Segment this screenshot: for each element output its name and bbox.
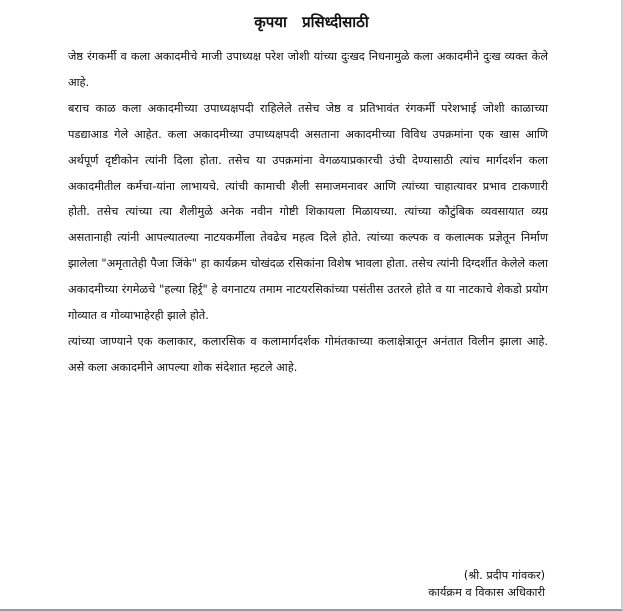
paragraph-closing: त्यांच्या जाण्याने एक कलाकार, कलारसिक व कलामार्गदर्शक गोमंतकाच्या कलाक्षेत्रातून अनंतात विलीन झाला आहे. असे कला अकादमीने आपल्या शोक संदेशात म्हटले आहे. [68, 334, 548, 374]
document-body [68, 44, 548, 381]
paragraph-condolence: जेष्ठ रंगकर्मी व कला अकादमीचे माजी उपाध्यक्ष परेश जोशी यांच्या दुःखद निधनामुळे कला अकादमीने दुःख व्यक्त केले आहे. [68, 50, 548, 89]
signatory-designation: कार्यक्रम व विकास अधिकारी [428, 586, 545, 599]
paragraph-biography: बराच काळ कला अकादमीच्या उपाध्यक्षपदी राहिलेले तसेच जेष्ठ व प्रतिभावंत रंगकर्मी परेशभाई जोशी काळाच्या पडद्याआड गेले आहेत. कला अकादमीच्या उपाध्यक्षपदी असताना अकादमीच्या विविध उपक्रमांना एक खास आणि अर्थपूर्ण दृष्टीकोन त्यांनी दिला होता. तसेच या उपक्रमांना वेगळयाप्रकारची उंची देण्यासाठी त्यांच मार्गदर्शन कला अकादमीतील कर्मचा-यांना लाभायचे. त्यांची कामाची शैली समाजमनावर आणि त्यांच्या चाहात्यावर प्रभाव टाकणारी होती. तसेच त्यांच्या त्या शैलीमुळे अनेक नवीन गोष्टी शिकायला मिळायच्या. त्यांच्या कौटुंबिक व्यवसायात व्यग्र असतानाही त्यांनी आपल्यातल्या नाटयकर्मीला तेवढेच महत्व दिले होते. त्यांच्या कल्पक व कलात्मक प्रज्ञेतून निर्माण झालेला "अमृतातेही पैजा जिंके" हा कार्यक्रम चोखंदळ रसिकांना विशेष भावला होता. तसेच त्यांनी दिग्दर्शीत केलेले कला अकादमीच्या रंगमेळचे "हल्या हिर्र्र" हे वगनाटय तमाम नाटयरसिकांच्या पसंतीस उतरले होते व या नाटकाचे शेकडो प्रयोग गोव्यात व गोव्याभाहेरही झाले होते. [68, 101, 548, 323]
signatory-name: (श्री. प्रदीप गांवकर) [463, 569, 545, 582]
signature-block [428, 567, 545, 601]
document-title: कृपया प्रसिध्दीसाठी [254, 13, 369, 31]
